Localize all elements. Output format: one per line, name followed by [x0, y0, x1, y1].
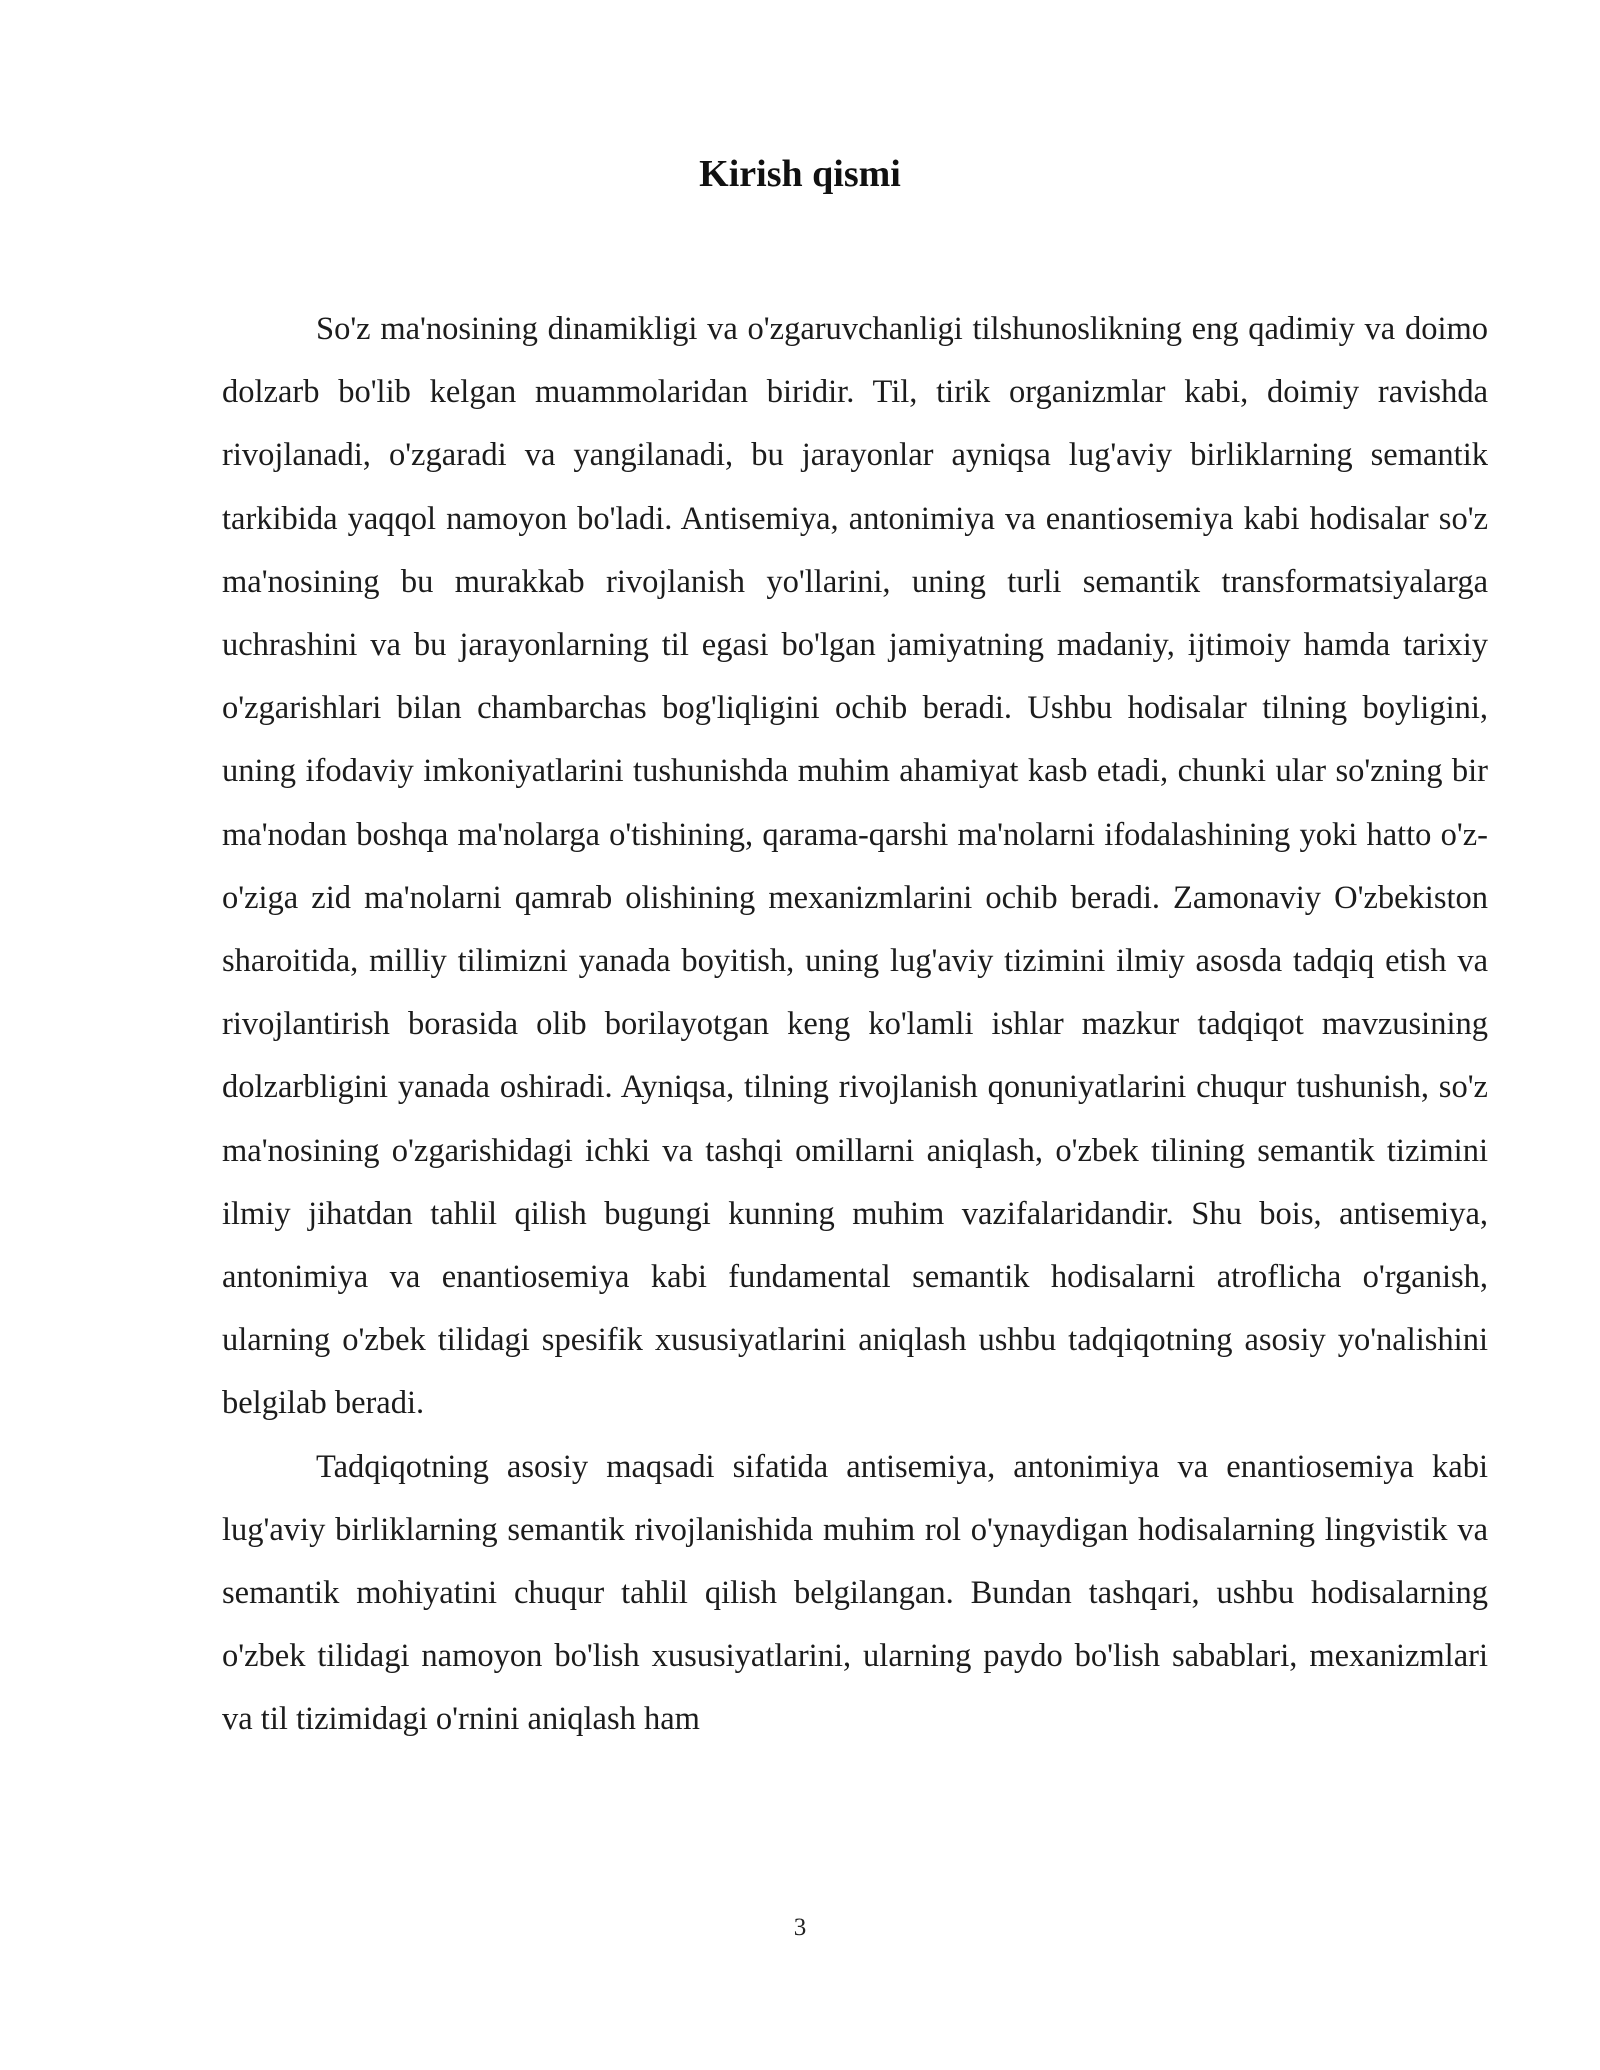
paragraph-research-goal: Tadqiqotning asosiy maqsadi sifatida antisemiya, antonimiya va enantiosemiya kabi lug'aviy birliklarning semantik rivojlanishida muhim rol o'ynaydigan hodisalarning lingvistik va semantik mohiyatini chuqur tahlil qilish belgilangan. Bundan tashqari, ushbu hodisalarning o'zbek tilidagi namoyon bo'lish xususiyatlarini, ularning paydo bo'lish sabablari, mexanizmlari va til tizimidagi o'rnini aniqlash ham [222, 1448, 1488, 1738]
page-number: 3 [793, 1914, 807, 1941]
body-text [222, 298, 1488, 1752]
paragraph-intro: So'z ma'nosining dinamikligi va o'zgaruvchanligi tilshunoslikning eng qadimiy va doimo dolzarb bo'lib kelgan muammolaridan biridir. Til, tirik organizmlar kabi, doimiy ravishda rivojlanadi, o'zgaradi va yangilanadi, bu jarayonlar ayniqsa lug'aviy birliklarning semantik tarkibida yaqqol namoyon bo'ladi. Antisemiya, antonimiya va enantiosemiya kabi hodisalar so'z ma'nosining bu murakkab rivojlanish yo'llarini, uning turli semantik transformatsiyalarga uchrashini va bu jarayonlarning til egasi bo'lgan jamiyatning madaniy, ijtimoiy hamda tarixiy o'zgarishlari bilan chambarchas bog'liqligini ochib beradi. Ushbu hodisalar tilning boyligini, uning ifodaviy imkoniyatlarini tushunishda muhim ahamiyat kasb etadi, chunki ular so'zning bir ma'nodan boshqa ma'nolarga o'tishining, qarama-qarshi ma'nolarni ifodalashining yoki hatto o'z-o'ziga zid ma'nolarni qamrab olishining mexanizmlarini ochib beradi. Zamonaviy O'zbekiston sharoitida, milliy tilimizni yanada boyitish, uning lug'aviy tizimini ilmiy asosda tadqiq etish va rivojlantirish borasida olib borilayotgan keng ko'lamli ishlar mazkur tadqiqot mavzusining dolzarbligini yanada oshiradi. Ayniqsa, tilning rivojlanish qonuniyatlarini chuqur tushunish, so'z ma'nosining o'zgarishidagi ichki va tashqi omillarni aniqlash, o'zbek tilining semantik tizimini ilmiy jihatdan tahlil qilish bugungi kunning muhim vazifalaridandir. Shu bois, antisemiya, antonimiya va enantiosemiya kabi fundamental semantik hodisalarni atroflicha o'rganish, ularning o'zbek tilidagi spesifik xususiyatlarini aniqlash ushbu tadqiqotning asosiy yo'nalishini belgilab beradi. [222, 311, 1488, 1422]
page-title: Kirish qismi [699, 153, 901, 195]
